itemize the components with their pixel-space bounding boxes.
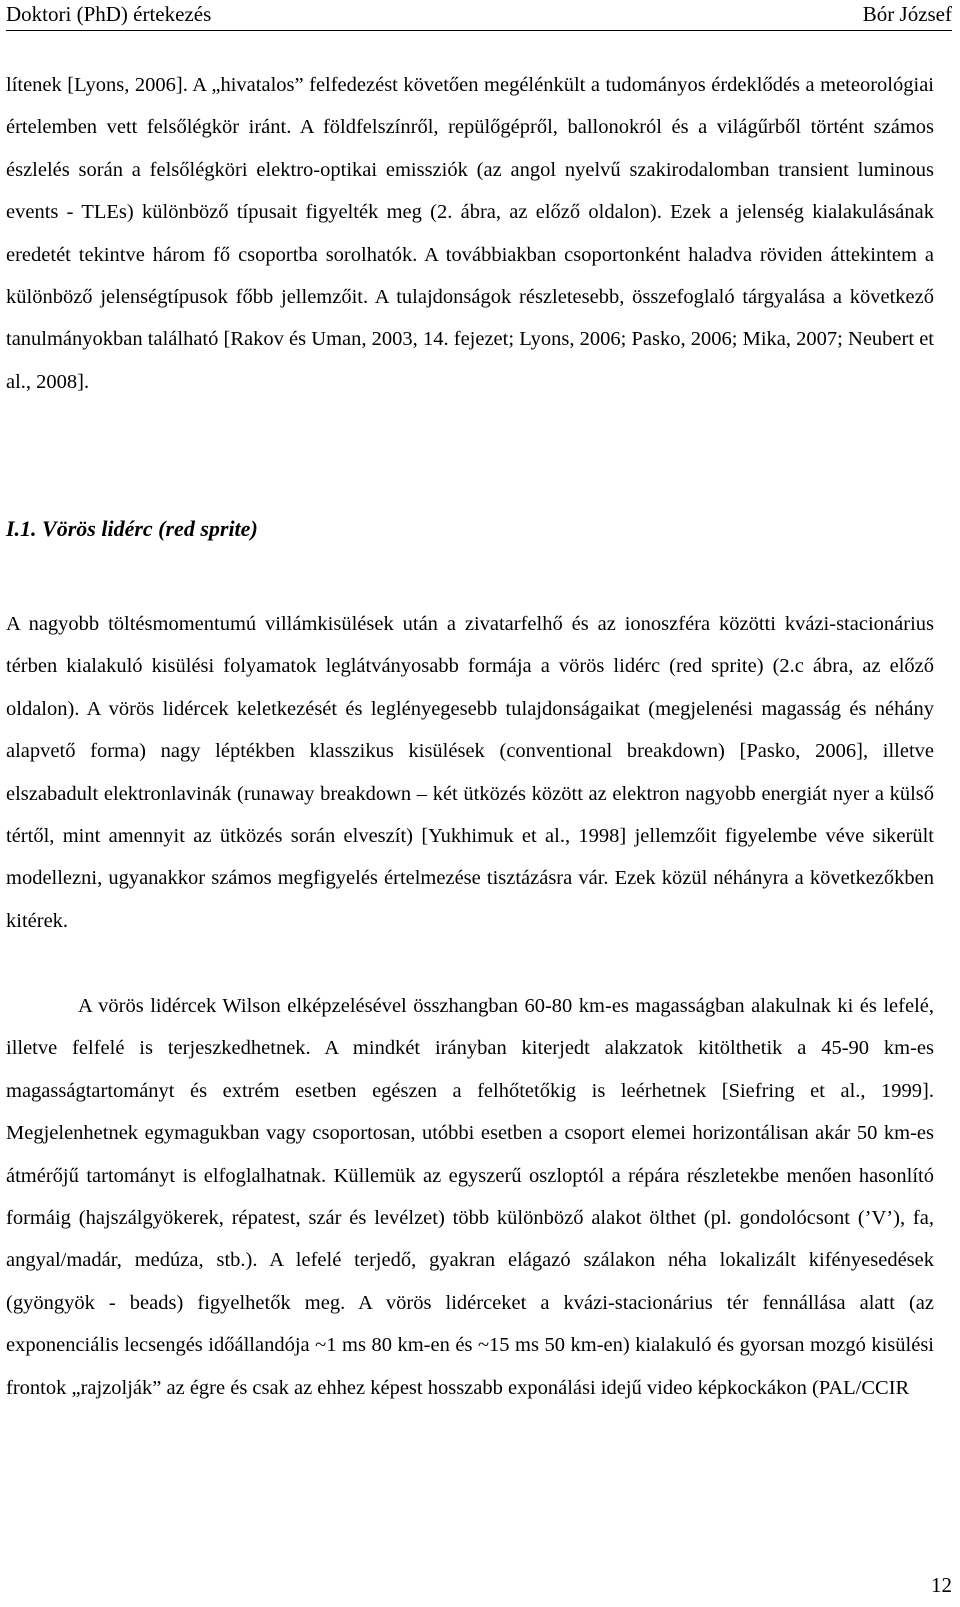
paragraph-sprite-2: A vörös lidércek Wilson elképzelésével összhangban 60-80 km-es magasságban alakulnak ki és lefelé, illetve felfelé is terjeszkedhetnek. A mindkét irányban kiterjedt alakzatok kitölthetik a 45-90 km-es magasságtartományt és extrém esetben egészen a felhőtetőkig is leérhetnek [Siefring et al., 1999]. Megjelenhetnek egymagukban vagy csoportosan, utóbbi esetben a csoport elemei horizontálisan akár 50 km-es átmérőjű tartományt is elfoglalhatnak. Küllemük az egyszerű oszloptól a répára részletekbe menően hasonlító formáig (hajszálgyökerek, répatest, szár és levélzet) több különböző alakot ölthet (pl. gondolócsont (’V’), fa, angyal/madár, medúza, stb.). A lefelé terjedő, gyakran elágazó szálakon néha lokalizált kifényesedések (gyöngyök - beads) figyelhetők meg. A vörös lidérceket a kvázi-stacionárius tér fennállása alatt (az exponenciális lecsengés időállandója ~1 ms 80 km-en és ~15 ms 50 km-en) kialakuló és gyorsan mozgó kisülési frontok „rajzolják” az égre és csak az ehhez képest hosszabb exponálási idejű video képkockákon (PAL/CCIR: [6, 995, 934, 1399]
page-header: [6, 0, 952, 31]
paragraph-sprite-1: A nagyobb töltésmomentumú villámkisülések után a zivatarfelhő és az ionoszféra közötti kvázi-stacionárius térben kialakuló kisülési folyamatok leglátványosabb formája a vörös lidérc (red sprite) (2.c ábra, az előző oldalon). A vörös lidércek keletkezését és leglényegesebb tulajdonságaikat (megjelenési magasság és néhány alapvető forma) nagy léptékben klasszikus kisülések (conventional breakdown) [Pasko, 2006], illetve elszabadult elektronlavinák (runaway breakdown – két ütközés között az elektron nagyobb energiát nyer a külső tértől, mint amennyit az ütközés során elveszít) [Yukhimuk et al., 1998] jellemzőit figyelembe véve sikerült modellezni, ugyanakkor számos megfigyelés értelmezése tisztázásra vár. Ezek közül néhányra a következőkben kitérek.: [6, 613, 934, 932]
section-heading: I.1. Vörös lidérc (red sprite): [6, 516, 258, 541]
header-title: Doktori (PhD) értekezés: [6, 2, 212, 26]
page-number: 12: [931, 1573, 952, 1597]
header-author: Bór József: [862, 2, 952, 26]
paragraph-intro: lítenek [Lyons, 2006]. A „hivatalos” felfedezést követően megélénkült a tudományos érdeklődés a meteorológiai értelemben vett felsőlégkör iránt. A földfelszínről, repülőgépről, ballonokról és a világűrből történt számos észlelés során a felsőlégköri elektro-optikai emissziók (az angol nyelvű szakirodalomban transient luminous events - TLEs) különböző típusait figyelték meg (2. ábra, az előző oldalon). Ezek a jelenség kialakulásának eredetét tekintve három fő csoportba sorolhatók. A továbbiakban csoportonként haladva röviden áttekintem a különböző jelenségtípusok főbb jellemzőit. A tulajdonságok részletesebb, összefoglaló tárgyalása a következő tanulmányokban található [Rakov és Uman, 2003, 14. fejezet; Lyons, 2006; Pasko, 2006; Mika, 2007; Neubert et al., 2008].: [6, 74, 934, 393]
